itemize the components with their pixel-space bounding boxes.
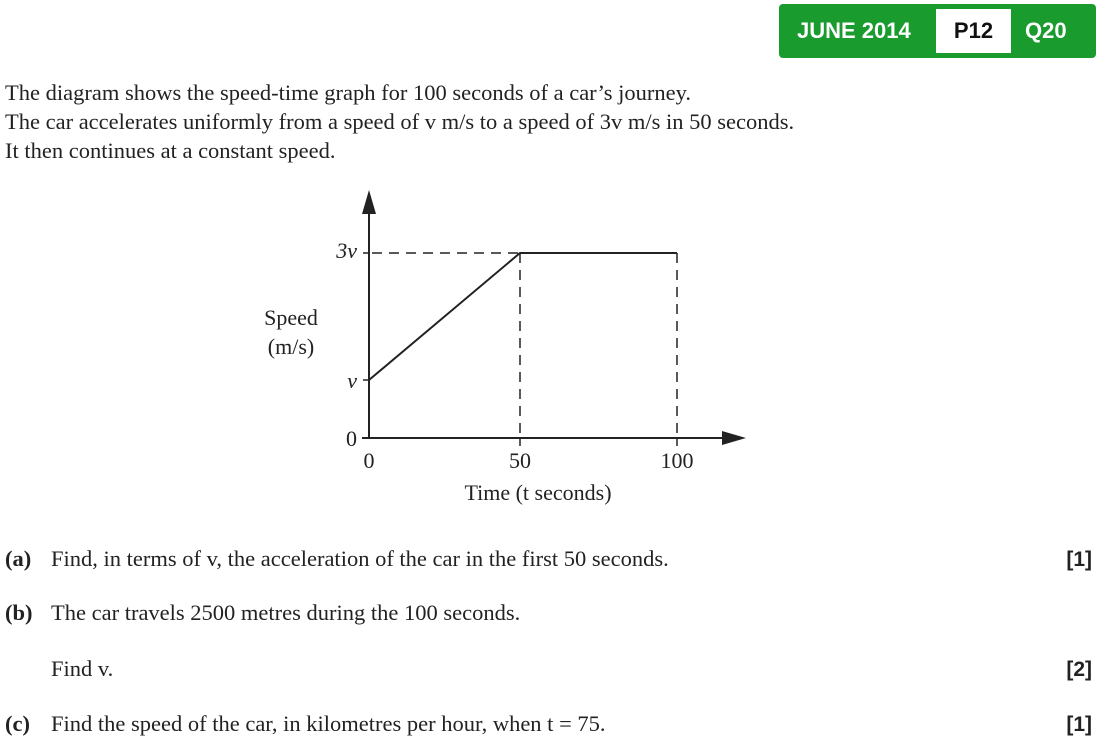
part-c-marks: [1] [1066, 713, 1092, 736]
intro-line: The diagram shows the speed-time graph for 100 seconds of a car’s journey. [5, 80, 692, 105]
x-axis-label: Time (t seconds) [464, 480, 612, 505]
part-a-marks: [1] [1066, 548, 1092, 571]
x-tick-label-0: 0 [363, 448, 375, 473]
part-a-label: (a) [5, 546, 32, 571]
question-number: Q20 [1025, 18, 1067, 43]
exam-date: JUNE 2014 [797, 18, 911, 43]
y-axis-label-line2: (m/s) [267, 334, 315, 359]
x-tick-label-50: 50 [509, 448, 531, 473]
y-tick-label-3v: 3v [336, 238, 357, 263]
y-tick-label-0: 0 [346, 426, 357, 451]
part-b-marks: [2] [1066, 658, 1092, 681]
y-tick-label-v: v [347, 368, 357, 393]
intro-line: It then continues at a constant speed. [5, 138, 336, 163]
part-c-text: Find the speed of the car, in kilometres per hour, when t = 75. [51, 711, 606, 736]
y-axis-arrow [362, 190, 376, 214]
part-c-label: (c) [5, 711, 30, 736]
speed-graph-line [369, 253, 677, 380]
x-axis-arrow [722, 431, 746, 445]
part-b-find-text: Find v. [51, 656, 114, 681]
part-a-text: Find, in terms of v, the acceleration of the car in the first 50 seconds. [51, 546, 669, 571]
x-tick-label-100: 100 [660, 448, 694, 473]
intro-line: The car accelerates uniformly from a speed of v m/s to a speed of 3v m/s in 50 seconds. [5, 109, 795, 134]
part-b-label: (b) [5, 600, 33, 625]
paper-number: P12 [936, 9, 1011, 53]
y-axis-label-line1: Speed [264, 305, 318, 330]
part-b-text: The car travels 2500 metres during the 100 seconds. [51, 600, 521, 625]
